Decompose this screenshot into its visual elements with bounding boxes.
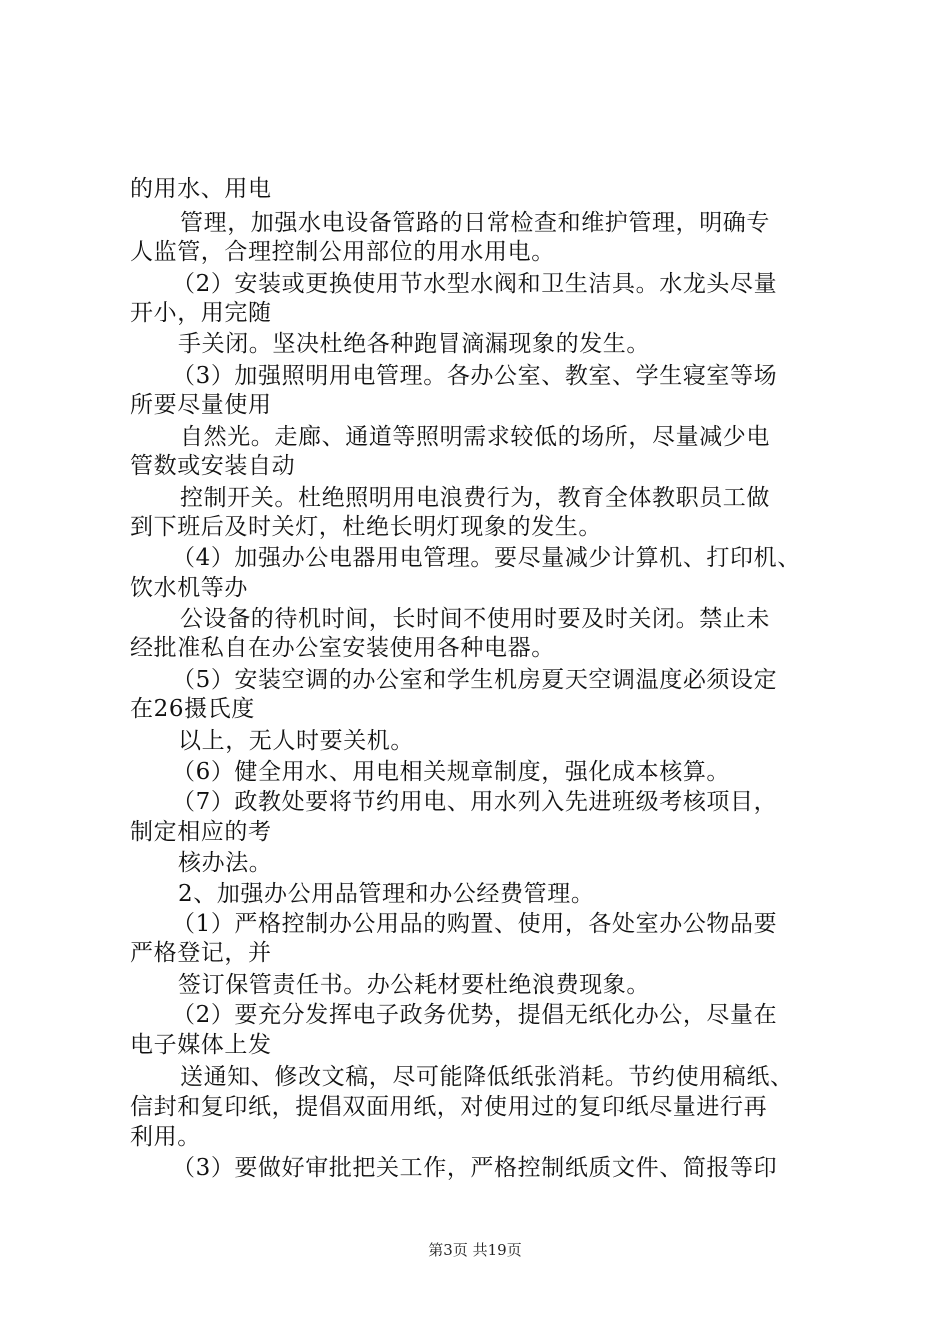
text-line: 开小，用完随 [130,300,272,326]
text-line: 所要尽量使用 [130,392,272,418]
text-line: 签订保管责任书。办公耗材要杜绝浪费现象。 [178,972,650,998]
text-line: 核办法。 [178,850,273,876]
text-line: （4）加强办公电器用电管理。要尽量减少计算机、打印机、 [172,545,801,571]
text-line: 经批准私自在办公室安装使用各种电器。 [130,635,555,661]
text-line: （5）安装空调的办公室和学生机房夏天空调温度必须设定 [172,667,778,693]
text-line: 到下班后及时关灯，杜绝长明灯现象的发生。 [130,514,602,540]
text-line: （2）要充分发挥电子政务优势，提倡无纸化办公，尽量在 [172,1002,778,1028]
text-line: （3）加强照明用电管理。各办公室、教室、学生寝室等场 [172,363,778,389]
text-line: （2）安装或更换使用节水型水阀和卫生洁具。水龙头尽量 [172,271,778,297]
text-line: 信封和复印纸，提倡双面用纸，对使用过的复印纸尽量进行再 [130,1094,768,1120]
text-line: 手关闭。坚决杜绝各种跑冒滴漏现象的发生。 [178,331,650,357]
text-line: 制定相应的考 [130,819,272,845]
text-line: 利用。 [130,1124,201,1150]
text-line: 公设备的待机时间，长时间不使用时要及时关闭。禁止未 [180,606,770,632]
text-line: 管理，加强水电设备管路的日常检查和维护管理，明确专 [180,210,770,236]
text-line: 人监管，合理控制公用部位的用水用电。 [130,239,555,265]
text-line: 以上，无人时要关机。 [178,728,414,754]
text-line: 电子媒体上发 [130,1032,272,1058]
page-number-footer: 第3页 共19页 [428,1241,522,1259]
text-line: 控制开关。杜绝照明用电浪费行为，教育全体教职员工做 [180,485,770,511]
text-line: 在26摄氏度 [130,696,255,722]
text-line: 管数或安装自动 [130,453,296,479]
text-line: 严格登记，并 [130,940,272,966]
text-line: 送通知、修改文稿，尽可能降低纸张消耗。节约使用稿纸、 [180,1064,794,1090]
text-line: （3）要做好审批把关工作，严格控制纸质文件、简报等印 [172,1155,778,1181]
text-line: （1）严格控制办公用品的购置、使用，各处室办公物品要 [172,911,778,937]
text-line: 的用水、用电 [130,176,272,202]
text-line: 自然光。走廊、通道等照明需求较低的场所，尽量减少电 [180,424,770,450]
text-line: （7）政教处要将节约用电、用水列入先进班级考核项目， [172,789,778,815]
section-heading: 2、加强办公用品管理和办公经费管理。 [178,881,595,907]
text-line: 饮水机等办 [130,575,248,601]
text-line: （6）健全用水、用电相关规章制度，强化成本核算。 [172,759,731,785]
